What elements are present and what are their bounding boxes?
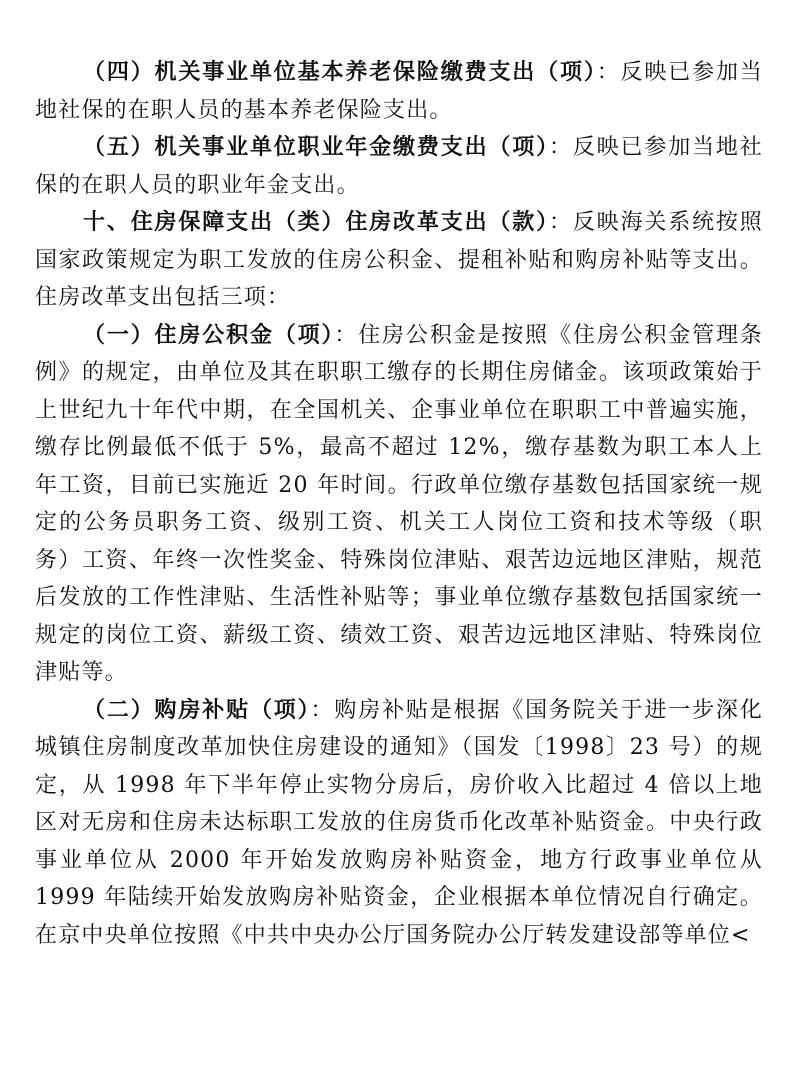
paragraph-body: ：购房补贴是根据《国务院关于进一步深化城镇住房制度改革加快住房建设的通知》（国发〔1998〕23 号）的规定，从 1998 年下半年停止实物分房后，房价收入比超过 4 倍以上地区对无房和住房未达标职工发放的住房货币化改革补贴资金。中央行政事业单位从 2000 年开始发放购房补贴资金，地方行政事业单位从 1999 年陆续开始发放购房补贴资金，企业根据本单位情况自行确定。在京中央单位按照《中共中央办公厅国务院办公厅转发建设部等单位< (35, 697, 763, 948)
paragraph-pension-insurance (35, 54, 763, 129)
paragraph-occupational-annuity (35, 129, 763, 204)
paragraph-body: ：反映海关系统按照国家政策规定为职工发放的住房公积金、提租补贴和购房补贴等支出。住房改革支出包括三项： (35, 210, 763, 310)
paragraph-heading: （一）住房公积金（项） (83, 322, 335, 348)
paragraph-body: ：反映已参加当地社保的在职人员的基本养老保险支出。 (35, 60, 764, 123)
paragraph-housing-fund (35, 317, 763, 692)
paragraph-housing-reform (35, 204, 763, 317)
paragraph-heading: （二）购房补贴（项） (83, 697, 311, 723)
paragraph-body: ：住房公积金是按照《住房公积金管理条例》的规定，由单位及其在职职工缴存的长期住房储金。该项政策始于上世纪九十年代中期，在全国机关、企事业单位在职职工中普遍实施，缴存比例最低不低于 5%，最高不超过 12%，缴存基数为职工本人上年工资，目前已实施近 20 年时间。行政单位缴存基数包括国家统一规定的公务员职务工资、级别工资、机关工人岗位工资和技术等级（职务）工资、年终一次性奖金、特殊岗位津贴、艰苦边远地区津贴，规范后发放的工作性津贴、生活性补贴等；事业单位缴存基数包括国家统一规定的岗位工资、薪级工资、绩效工资、艰苦边远地区津贴、特殊岗位津贴等。 (35, 322, 764, 685)
paragraph-heading: 十、住房保障支出（类）住房改革支出（款） (83, 210, 549, 235)
document-page (35, 54, 763, 954)
paragraph-body: ：反映已参加当地社保的在职人员的职业年金支出。 (35, 135, 763, 198)
paragraph-heading: （四）机关事业单位基本养老保险缴费支出（项） (83, 60, 597, 85)
paragraph-heading: （五）机关事业单位职业年金缴费支出（项） (83, 135, 549, 160)
paragraph-housing-subsidy (35, 692, 763, 955)
